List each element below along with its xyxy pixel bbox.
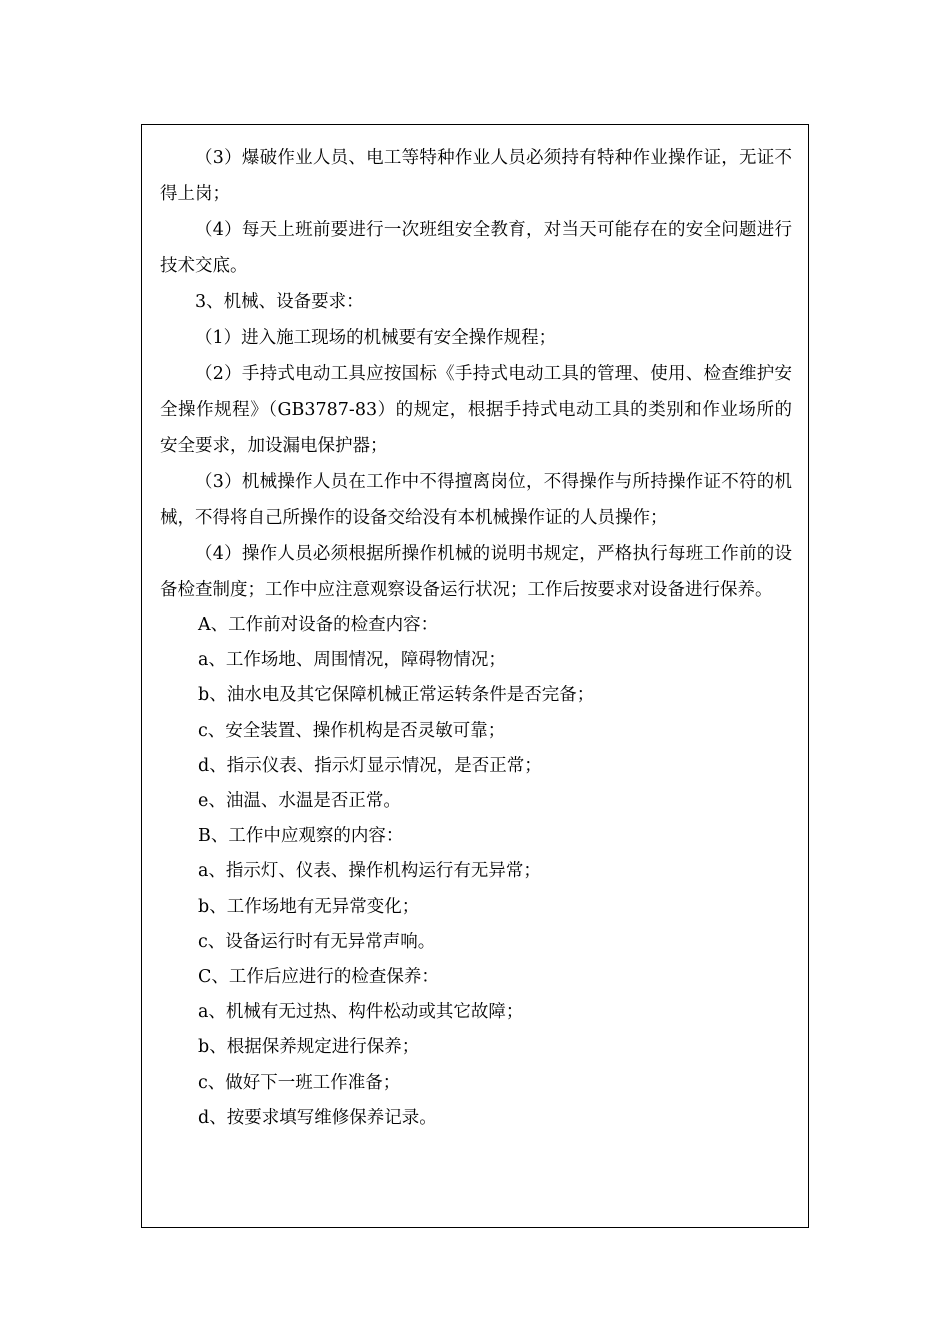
group-b-item: b、工作场地有无异常变化；: [198, 896, 420, 917]
paragraph-safety-education: （4）每天上班前要进行一次班组安全教育，对当天可能存在的安全问题进行技术交底。: [160, 220, 792, 276]
group-c-item: c、做好下一班工作准备；: [198, 1072, 401, 1093]
group-a-item: b、油水电及其它保障机械正常运转条件是否完备；: [198, 685, 595, 706]
group-a-item: e、油温、水温是否正常。: [198, 791, 401, 812]
section-3-item-4: （4）操作人员必须根据所操作机械的说明书规定，严格执行每班工作前的设备检查制度；工作中应注意观察设备运行状况；工作后按要求对设备进行保养。: [160, 544, 792, 600]
group-c-title: C、工作后应进行的检查保养：: [198, 967, 439, 988]
section-3-title: 3、机械、设备要求：: [195, 292, 364, 312]
section-3-item-1: （1）进入施工现场的机械要有安全操作规程；: [195, 328, 557, 348]
section-3-item-2: （2）手持式电动工具应按国标《手持式电动工具的管理、使用、检查维护安全操作规程》（GB3787-83）的规定，根据手持式电动工具的类别和作业场所的安全要求，加设漏电保护器；: [160, 364, 792, 456]
group-a-item: d、指示仪表、指示灯显示情况，是否正常；: [198, 755, 542, 776]
group-b-title: B、工作中应观察的内容：: [198, 826, 404, 847]
group-b-item: c、设备运行时有无异常声响。: [198, 931, 436, 952]
group-c-item: b、根据保养规定进行保养；: [198, 1037, 420, 1058]
group-a-item: c、安全装置、操作机构是否灵敏可靠；: [198, 720, 506, 741]
document-body: [160, 140, 792, 1136]
group-a-title: A、工作前对设备的检查内容：: [198, 615, 439, 635]
paragraph-special-workers: （3）爆破作业人员、电工等特种作业人员必须持有特种作业操作证，无证不得上岗；: [160, 148, 792, 204]
section-3-item-3: （3）机械操作人员在工作中不得擅离岗位，不得操作与所持操作证不符的机械，不得将自己所操作的设备交给没有本机械操作证的人员操作；: [160, 472, 792, 528]
group-c-item: a、机械有无过热、构件松动或其它故障；: [198, 1002, 524, 1023]
group-a-item: a、工作场地、周围情况，障碍物情况；: [198, 650, 506, 671]
group-c-item: d、按要求填写维修保养记录。: [198, 1107, 437, 1128]
group-b-item: a、指示灯、仪表、操作机构运行有无异常；: [198, 861, 541, 882]
